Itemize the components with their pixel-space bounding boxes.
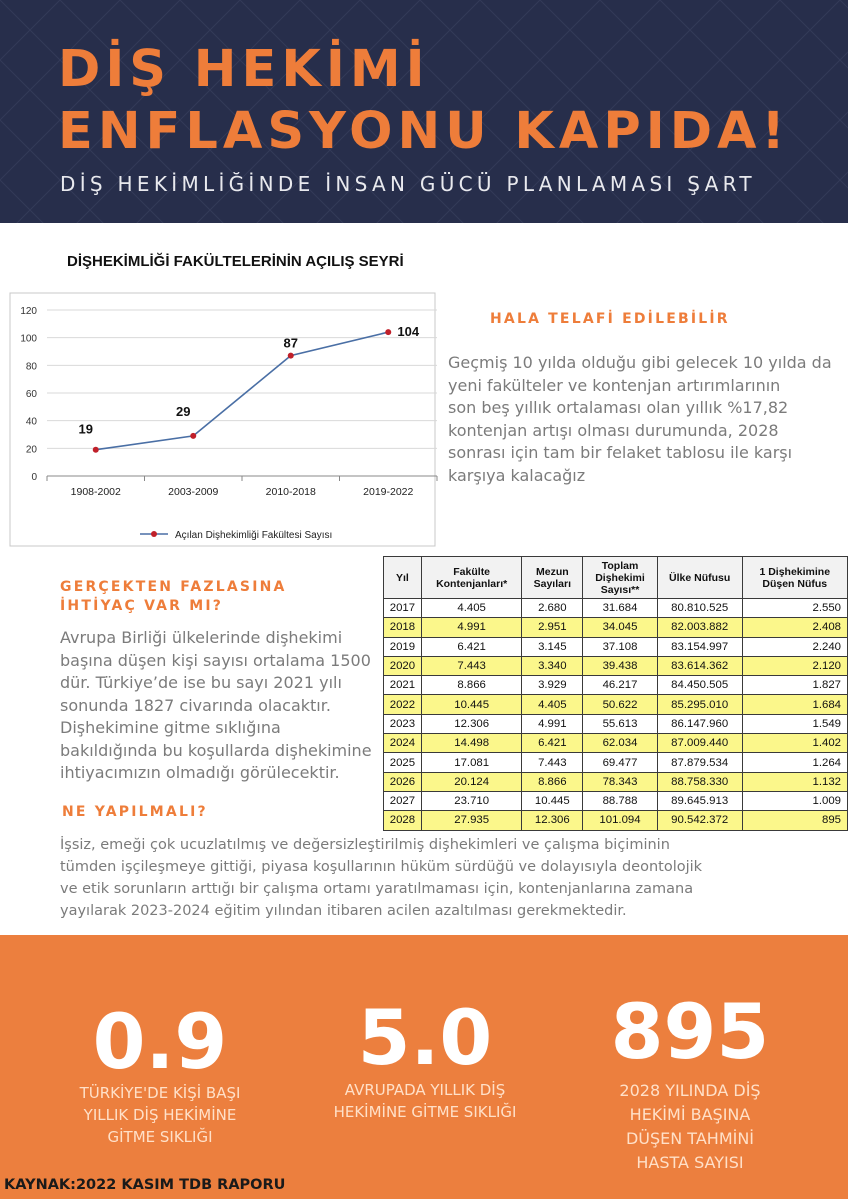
table-cell: 31.684 — [583, 599, 658, 618]
table-cell: 1.549 — [742, 714, 847, 733]
table-cell: 4.405 — [522, 695, 583, 714]
section2-line: ihtiyacımızın olmadığı görülecektir. — [60, 763, 340, 782]
section2-text — [60, 627, 380, 785]
table-cell: 3.340 — [522, 656, 583, 675]
series-line — [96, 332, 389, 450]
header-banner — [0, 0, 848, 223]
section1-line: son beş yıllık ortalaması olan yıllık %17,82 — [448, 398, 789, 417]
page-title-line2: ENFLASYONU KAPIDA! — [58, 102, 790, 161]
table-cell: 69.477 — [583, 753, 658, 772]
section2-line: bakıldığında bu koşullarda dişhekimine — [60, 740, 372, 760]
data-point — [93, 447, 99, 453]
legend-label: Açılan Dişhekimliği Fakültesi Sayısı — [175, 530, 333, 541]
table-cell: 1.684 — [742, 695, 847, 714]
col-header-population-per-dentist: 1 Dişhekimine Düşen Nüfus — [742, 557, 847, 599]
table-cell: 87.009.440 — [657, 734, 742, 753]
table-cell: 2.408 — [742, 618, 847, 637]
x-tick-label: 2003-2009 — [168, 486, 219, 498]
y-tick-label: 80 — [25, 361, 37, 373]
data-point — [385, 329, 391, 335]
y-tick-label: 100 — [20, 333, 37, 345]
table-cell: 83.154.997 — [657, 637, 742, 656]
table-cell: 12.306 — [421, 714, 522, 733]
table-cell: 27.935 — [421, 811, 522, 830]
table-cell: 8.866 — [522, 772, 583, 791]
table-cell: 2.680 — [522, 599, 583, 618]
stat-value: 5.0 — [357, 993, 493, 1082]
table-cell: 85.295.010 — [657, 695, 742, 714]
table-cell: 2.120 — [742, 656, 847, 675]
y-tick-label: 60 — [25, 389, 37, 400]
section3-line: ve etik sorunların arttığı bir çalışma ortamı yaratılmaması için, kontenjanlarına zamana — [60, 881, 694, 897]
table-row — [384, 811, 848, 830]
y-tick-label: 0 — [31, 472, 37, 483]
table-header-row — [384, 557, 848, 599]
table-cell: 84.450.505 — [657, 676, 742, 695]
section2-heading-line: GERÇEKTEN FAZLASINA — [60, 579, 287, 595]
line-chart — [0, 290, 440, 550]
x-tick-label: 2010-2018 — [265, 486, 316, 498]
y-tick-label: 40 — [25, 416, 37, 428]
table-cell: 62.034 — [583, 734, 658, 753]
section3-line: İşsiz, emeği çok ucuzlatılmış ve değersizleştirilmiş dişhekimleri ve çalışma biçiminin — [60, 837, 670, 853]
legend-marker — [151, 531, 157, 537]
table-cell: 39.438 — [583, 656, 658, 675]
section3-heading: NE YAPILMALI? — [62, 804, 208, 820]
section1-line: karşıya kalacağız — [448, 465, 586, 485]
section3-text — [60, 834, 810, 922]
table-cell: 3.929 — [522, 676, 583, 695]
table-row — [384, 618, 848, 637]
col-header-quota: Fakülte Kontenjanları* — [421, 557, 522, 599]
table-cell: 90.542.372 — [657, 811, 742, 830]
table-cell: 88.788 — [583, 791, 658, 810]
data-point — [190, 433, 196, 439]
table-cell: 12.306 — [522, 811, 583, 830]
table-cell: 1.264 — [742, 753, 847, 772]
table-cell: 2028 — [384, 811, 422, 830]
table-cell: 4.405 — [421, 599, 522, 618]
y-tick-label: 120 — [20, 306, 37, 317]
table-row — [384, 599, 848, 618]
table-cell: 4.991 — [421, 618, 522, 637]
data-label: 19 — [78, 421, 93, 437]
table-row — [384, 772, 848, 791]
table-cell: 2019 — [384, 637, 422, 656]
col-header-year: Yıl — [384, 557, 422, 599]
table-cell: 88.758.330 — [657, 772, 742, 791]
table-cell: 2.550 — [742, 599, 847, 618]
table-cell: 2021 — [384, 676, 422, 695]
table-cell: 101.094 — [583, 811, 658, 830]
table-cell: 37.108 — [583, 637, 658, 656]
table-cell: 1.132 — [742, 772, 847, 791]
table-cell: 23.710 — [421, 791, 522, 810]
stat-caption-line: 2028 YILINDA DİŞ — [619, 1081, 761, 1100]
table-row — [384, 753, 848, 772]
table-cell: 4.991 — [522, 714, 583, 733]
page-subtitle: DİŞ HEKİMLİĞİNDE İNSAN GÜCÜ PLANLAMASI ŞART — [60, 172, 756, 196]
stat-caption-line: AVRUPADA YILLIK DİŞ — [344, 1081, 506, 1099]
table-cell: 78.343 — [583, 772, 658, 791]
stat-caption-line: HEKİMİNE GİTME SIKLIĞI — [333, 1103, 517, 1121]
table-cell: 14.498 — [421, 734, 522, 753]
section1-heading: HALA TELAFİ EDİLEBİLİR — [490, 311, 730, 327]
table-cell: 10.445 — [421, 695, 522, 714]
section2-line: dür. Türkiye’de ise bu sayı 2021 yılı — [60, 673, 342, 692]
table-cell: 2017 — [384, 599, 422, 618]
table-cell: 34.045 — [583, 618, 658, 637]
col-header-total-dentists: Toplam Dişhekimi Sayısı** — [583, 557, 658, 599]
table-cell: 2025 — [384, 753, 422, 772]
table-row — [384, 637, 848, 656]
table-cell: 1.402 — [742, 734, 847, 753]
y-tick-label: 20 — [25, 444, 37, 456]
stat-caption-line: GİTME SIKLIĞI — [107, 1128, 213, 1146]
table-row — [384, 714, 848, 733]
stats-footer — [0, 935, 848, 1199]
section1-line: kontenjan artışı olması durumunda, 2028 — [448, 420, 779, 440]
col-header-graduates: Mezun Sayıları — [522, 557, 583, 599]
table-cell: 55.613 — [583, 714, 658, 733]
table-cell: 46.217 — [583, 676, 658, 695]
stat-value: 895 — [610, 987, 770, 1076]
section3-line: yayılarak 2023-2024 eğitim yılından itibaren acilen azaltılması gerekmektedir. — [60, 903, 627, 919]
table-cell: 80.810.525 — [657, 599, 742, 618]
table-cell: 82.003.882 — [657, 618, 742, 637]
stat-caption — [570, 1079, 810, 1175]
table-cell: 7.443 — [522, 753, 583, 772]
data-label: 87 — [283, 335, 298, 351]
table-row — [384, 676, 848, 695]
section1-text — [448, 352, 843, 487]
table-cell: 1.009 — [742, 791, 847, 810]
table-row — [384, 656, 848, 675]
table-cell: 17.081 — [421, 753, 522, 772]
stat-caption-line: YILLIK DİŞ HEKİMİNE — [83, 1106, 237, 1124]
table-cell: 20.124 — [421, 772, 522, 791]
table-cell: 2023 — [384, 714, 422, 733]
data-label: 104 — [397, 324, 420, 340]
dentist-statistics-table — [383, 556, 848, 831]
section1-line: yeni fakülteler ve kontenjan artırımlarının — [448, 375, 781, 395]
stat-caption-line: HASTA SAYISI — [636, 1153, 744, 1172]
section2-line: başına düşen kişi sayısı ortalama 1500 — [60, 650, 371, 670]
table-cell: 2018 — [384, 618, 422, 637]
chart-border — [10, 293, 435, 546]
stat-caption-line: TÜRKİYE'DE KİŞİ BAŞI — [79, 1084, 241, 1102]
table-cell: 3.145 — [522, 637, 583, 656]
table-cell: 6.421 — [421, 637, 522, 656]
stat-caption-line: HEKİMİ BAŞINA — [629, 1105, 751, 1124]
x-tick-label: 1908-2002 — [70, 486, 121, 498]
table-cell: 8.866 — [421, 676, 522, 695]
table-cell: 895 — [742, 811, 847, 830]
stat-value: 0.9 — [92, 997, 228, 1086]
table-cell: 2027 — [384, 791, 422, 810]
table-row — [384, 734, 848, 753]
section2-heading-line: İHTİYAÇ VAR MI? — [60, 598, 224, 614]
table-cell: 2.951 — [522, 618, 583, 637]
table-cell: 2024 — [384, 734, 422, 753]
section2-line: Dişhekimine gitme sıklığına — [60, 718, 281, 737]
table-cell: 86.147.960 — [657, 714, 742, 733]
col-header-population: Ülke Nüfusu — [657, 557, 742, 599]
stat-caption — [305, 1079, 545, 1123]
source-citation: KAYNAK:2022 KASIM TDB RAPORU — [4, 1177, 286, 1193]
stat-caption — [40, 1082, 280, 1148]
table-cell: 2.240 — [742, 637, 847, 656]
section2-heading — [60, 578, 287, 616]
chart-title: DİŞHEKİMLİĞİ FAKÜLTELERİNİN AÇILIŞ SEYRİ — [67, 253, 404, 270]
section1-line: Geçmiş 10 yılda olduğu gibi gelecek 10 yılda da — [448, 353, 832, 372]
table-cell: 1.827 — [742, 676, 847, 695]
table-cell: 10.445 — [522, 791, 583, 810]
table-cell: 7.443 — [421, 656, 522, 675]
table-cell: 2026 — [384, 772, 422, 791]
stat-caption-line: DÜŞEN TAHMİNİ — [625, 1129, 755, 1148]
table-row — [384, 791, 848, 810]
table-cell: 89.645.913 — [657, 791, 742, 810]
table-cell: 83.614.362 — [657, 656, 742, 675]
table-cell: 2022 — [384, 695, 422, 714]
section2-line: sonunda 1827 civarında olacaktır. — [60, 695, 331, 715]
x-tick-label: 2019-2022 — [363, 486, 414, 498]
table-cell: 2020 — [384, 656, 422, 675]
data-point — [288, 353, 294, 359]
table-cell: 87.879.534 — [657, 753, 742, 772]
section3-line: tümden işçileşmeye gittiği, piyasa koşullarının hüküm sürdüğü ve dolayısıyla deontolojik — [60, 859, 703, 875]
table-row — [384, 695, 848, 714]
section2-line: Avrupa Birliği ülkelerinde dişhekimi — [60, 628, 343, 647]
table-cell: 6.421 — [522, 734, 583, 753]
data-label: 29 — [176, 403, 191, 419]
page-title-line1: DİŞ HEKİMİ — [58, 40, 430, 99]
section1-line: sonrası için tam bir felaket tablosu ile karşı — [448, 443, 793, 462]
table-cell: 50.622 — [583, 695, 658, 714]
